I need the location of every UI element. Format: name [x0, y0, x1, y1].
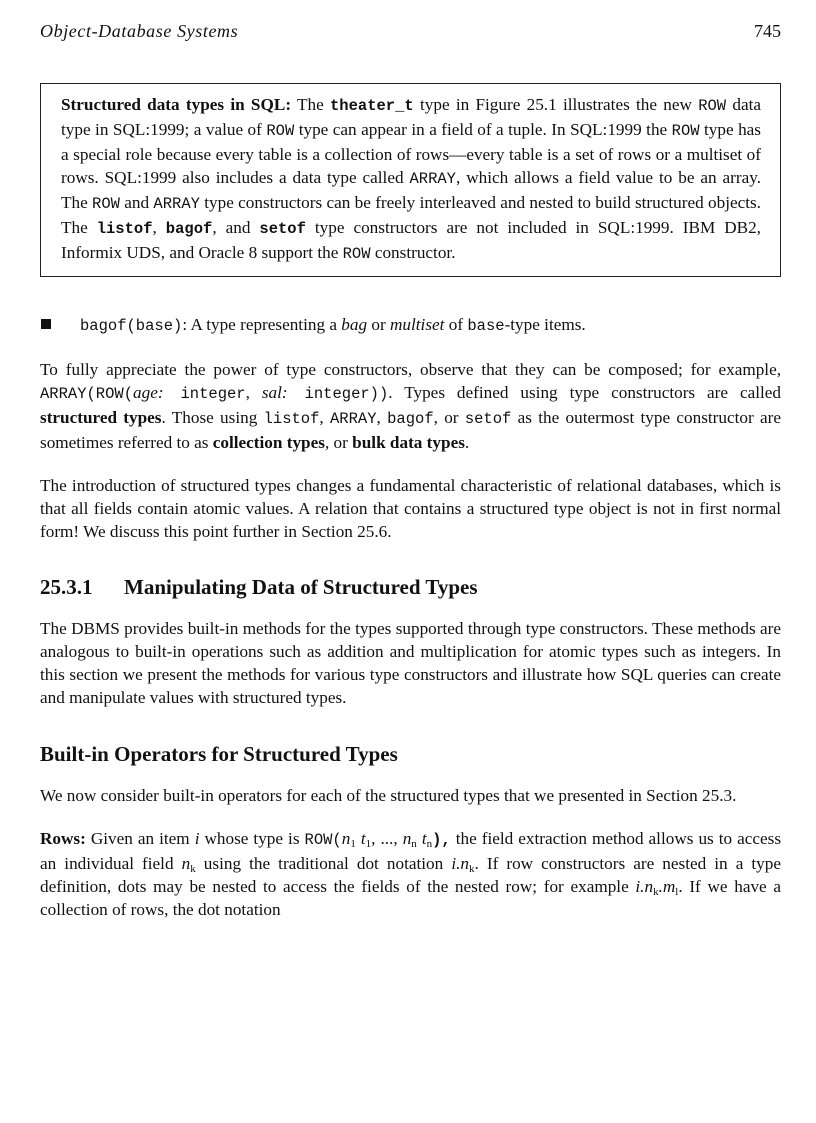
text: as the outermost type constructor are sometimes referred to as [40, 408, 781, 452]
code-term: ARRAY(ROW( [40, 385, 134, 403]
section-heading [40, 573, 781, 601]
math-subscript: 1 [350, 838, 356, 850]
text: . Types defined using type constructors are called [388, 383, 781, 402]
text: . If we have a collection of rows, the dot notation [40, 877, 781, 919]
text: , or [324, 433, 353, 452]
code-term: ROW [266, 122, 295, 140]
sidebar-box-structured-types [40, 83, 781, 277]
section-number: 25.3.1 [40, 575, 93, 599]
math-var: n [402, 829, 412, 848]
box-text: type constructors are not included in SQL:1999. IBM DB2, Informix UDS, and Oracle 8 support the [61, 218, 761, 262]
box-text: and [119, 193, 154, 212]
text: using the traditional dot notation [195, 854, 452, 873]
box-text: type can appear in a field of a tuple. In SQL:1999 the [294, 120, 672, 139]
text: To fully appreciate the power of type constructors, observe that they can be composed; for example, [40, 360, 781, 379]
paragraph-builtin-methods: The DBMS provides built-in methods for the types supported through type constructors. These methods are analogous to built-in operations such as addition and multiplication for atomic types such as integers. In this section we present the methods for various type constructors and illustrate how SQL queries can create and manipulate values with structured types. [40, 619, 781, 707]
code-term: integer [163, 385, 246, 403]
running-header [40, 20, 781, 50]
code-term: ROW [671, 122, 700, 140]
box-text: type constructors can be freely interleaved and nested to build structured objects. The [61, 193, 761, 237]
list-item-text [80, 313, 781, 338]
code-term: listof [263, 410, 320, 428]
code-term: ARRAY [409, 170, 456, 188]
text: : A type representing a [182, 315, 342, 334]
math-subscript: n [426, 838, 433, 850]
text: . If row constructors are nested in a type definition, dots may be nested to access the fields of the nested row; for example [40, 854, 781, 896]
box-heading: Structured data types in SQL: [61, 95, 292, 114]
code-term: ), [432, 831, 451, 849]
math-subscript: l [675, 886, 679, 898]
box-text: , which allows a field value to be an array. The [61, 168, 761, 212]
text: the field extraction method allows us to access an individual field [40, 829, 782, 873]
emphasis: bag [341, 315, 368, 334]
code-term: setof [464, 410, 512, 428]
code-term: ARRAY [153, 195, 200, 213]
section-title: Manipulating Data of Structured Types [124, 575, 478, 599]
math-var: i.n [451, 854, 469, 873]
math-subscript: k [468, 863, 475, 875]
code-term: ROW [92, 195, 120, 213]
text: -type items. [504, 315, 586, 334]
box-text: type has a special role because every table is a collection of rows—every table is a set of rows or a multiset of rows. SQL:1999 also includes a data type called [61, 120, 761, 187]
code-term: integer [287, 385, 370, 403]
text: Given an item [85, 829, 195, 848]
subsection-heading: Built-in Operators for Structured Types [40, 742, 398, 766]
page-number: 745 [754, 21, 781, 41]
code-term: ARRAY [330, 410, 377, 428]
math-subscript: n [411, 838, 417, 850]
box-text: data type in SQL:1999; a value of [61, 95, 761, 139]
code-term: ROW( [304, 831, 342, 849]
text: , [319, 408, 330, 427]
run-in-heading: Rows: [40, 829, 86, 848]
code-term: base [467, 317, 505, 335]
text: . Those using [161, 408, 264, 427]
code-term: ROW [342, 245, 371, 263]
box-text: constructor. [370, 243, 456, 262]
running-title: Object-Database Systems [40, 21, 239, 41]
text: . [464, 433, 470, 452]
math-subscript: k [653, 886, 659, 898]
code-term: bagof [165, 220, 213, 238]
text: whose type is [199, 829, 305, 848]
list-item-bagof [40, 313, 781, 338]
code-term: ROW [698, 97, 727, 115]
math-var: .m [658, 877, 676, 896]
text: of [444, 315, 468, 334]
emphasis: age: [133, 383, 164, 402]
defined-term: structured types [40, 408, 162, 427]
code-term: theater_t [330, 97, 414, 115]
paragraph-type-constructors [40, 358, 781, 454]
math-var: i.n [635, 877, 654, 896]
box-text: , [152, 218, 166, 237]
math-var: n [341, 829, 351, 848]
text: , ..., [371, 829, 403, 848]
text: , [245, 383, 262, 402]
code-term: bagof(base) [80, 317, 183, 335]
math-subscript: 1 [365, 838, 372, 850]
paragraph-first-normal-form: The introduction of structured types changes a fundamental characteristic of relational databases, which is that all fields contain atomic values. A relation that contains a structured type object is not in first normal form! We discuss this point further in Section 25.6. [40, 476, 781, 541]
math-subscript: k [190, 863, 196, 875]
code-term: )) [369, 385, 389, 403]
document-page [40, 20, 781, 921]
code-term: bagof [387, 410, 434, 428]
defined-term: bulk data types [352, 433, 465, 452]
emphasis: sal: [261, 383, 288, 402]
math-var: n [181, 854, 191, 873]
box-text: , and [212, 218, 260, 237]
text: , or [433, 408, 465, 427]
math-var: t [421, 829, 427, 848]
defined-term: collection types [212, 433, 325, 452]
math-var: i [194, 829, 200, 848]
paragraph-operators-intro: We now consider built-in operators for each of the structured types that we presented in Section 25.3. [40, 786, 737, 805]
paragraph-rows [40, 827, 781, 921]
box-text: The [291, 95, 330, 114]
math-var: t [360, 829, 366, 848]
text: , [376, 408, 388, 427]
code-term: setof [259, 220, 306, 238]
code-term: listof [96, 220, 153, 238]
text: or [367, 315, 390, 334]
bullet-square-icon [40, 313, 80, 338]
box-text: type in Figure 25.1 illustrates the new [413, 95, 699, 114]
emphasis: multiset [389, 315, 445, 334]
